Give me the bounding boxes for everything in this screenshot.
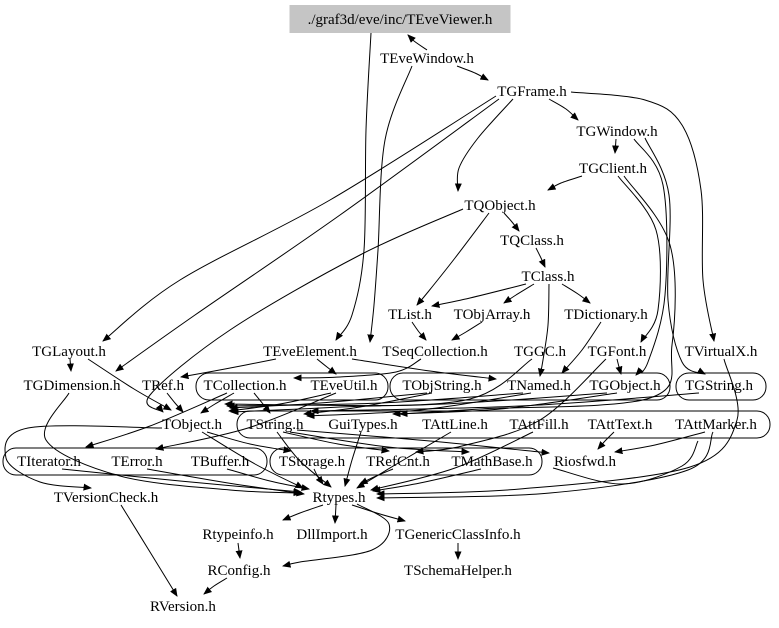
edge-TEveWindow-TEveElement	[370, 66, 412, 342]
edge-TClass-TDictionary	[562, 284, 590, 303]
edge-TQObject-TList	[417, 213, 489, 305]
edge-TObjArray-TSeqCollection	[452, 322, 482, 340]
node-TIterator[interactable]: TIterator.h	[17, 454, 81, 470]
node-TList[interactable]: TList.h	[388, 307, 432, 323]
node-TGString[interactable]: TGString.h	[685, 378, 753, 394]
node-TEveUtil[interactable]: TEveUtil.h	[310, 378, 378, 394]
node-RConfig[interactable]: RConfig.h	[207, 563, 271, 579]
nodes-layer	[17, 5, 758, 615]
node-TGFont[interactable]: TGFont.h	[587, 344, 647, 360]
edge-TEveWindow-TGFrame	[457, 66, 488, 80]
node-TDictionary[interactable]: TDictionary.h	[564, 307, 648, 323]
node-TGWindow[interactable]: TGWindow.h	[576, 124, 658, 140]
edge-TGWindow-TGClient	[615, 139, 616, 153]
node-TSchemaHelper[interactable]: TSchemaHelper.h	[404, 563, 512, 579]
edge-TGFont-TGObject	[617, 359, 621, 374]
edge-TAttText-Riosfwd	[598, 432, 614, 449]
node-TAttLine[interactable]: TAttLine.h	[422, 417, 488, 433]
edge-TClass-TObjArray	[504, 284, 534, 303]
node-TVersionCheck[interactable]: TVersionCheck.h	[53, 490, 159, 506]
edge-TEveElement-TNamed	[352, 359, 496, 379]
node-TBuffer[interactable]: TBuffer.h	[190, 454, 250, 470]
node-GuiTypes[interactable]: GuiTypes.h	[328, 417, 398, 433]
node-TAttMarker[interactable]: TAttMarker.h	[675, 417, 757, 433]
edge-TClass-TList	[432, 284, 526, 306]
node-TMathBase[interactable]: TMathBase.h	[451, 454, 533, 470]
edge-TQObject-TQClass	[504, 213, 519, 231]
edge-TGLayout-TGDimension	[70, 359, 71, 371]
node-TVirtualX[interactable]: TVirtualX.h	[684, 344, 758, 360]
node-TGDimension[interactable]: TGDimension.h	[23, 378, 121, 394]
node-TGGC[interactable]: TGGC.h	[513, 344, 567, 360]
edge-TGFrame-TGLayout	[103, 96, 496, 341]
node-TGFrame[interactable]: TGFrame.h	[497, 84, 567, 100]
edge-TVersionCheck-RVersion	[121, 505, 177, 596]
node-TObject[interactable]: TObject.h	[161, 417, 223, 433]
root-node-TEveViewer	[290, 5, 511, 33]
node-TGObject[interactable]: TGObject.h	[589, 378, 661, 394]
node-TObjArray[interactable]: TObjArray.h	[453, 307, 531, 323]
node-TGClient[interactable]: TGClient.h	[579, 161, 647, 177]
node-Riosfwd[interactable]: Riosfwd.h	[553, 454, 617, 470]
edge-TMathBase-Rtypes	[373, 469, 481, 491]
node-DllImport[interactable]: DllImport.h	[296, 527, 368, 543]
edge-TGFrame-TGWindow	[549, 99, 578, 120]
node-TQObject[interactable]: TQObject.h	[464, 198, 536, 214]
node-TRef[interactable]: TRef.h	[141, 378, 185, 394]
node-TStorage[interactable]: TStorage.h	[278, 454, 346, 470]
node-RVersion[interactable]: RVersion.h	[150, 599, 216, 615]
edge-TQClass-TClass	[536, 248, 545, 267]
edge-TEveWindow-TEveViewer	[408, 35, 427, 50]
edge-Rtypeinfo-RConfig	[238, 543, 240, 558]
node-TEveElement[interactable]: TEveElement.h	[263, 344, 357, 360]
node-TRefCnt[interactable]: TRefCnt.h	[366, 454, 430, 470]
edge-RConfig-RVersion	[204, 578, 227, 594]
edge-GuiTypes-Rtypes	[345, 432, 361, 486]
edge-Rtypes-DllImport	[335, 505, 336, 523]
node-TSeqCollection[interactable]: TSeqCollection.h	[382, 344, 488, 360]
edge-TSeqCollection-TCollection	[294, 359, 421, 378]
edge-Rtypes-Rtypeinfo	[283, 505, 323, 520]
node-TClass[interactable]: TClass.h	[521, 269, 575, 285]
node-TError[interactable]: TError.h	[111, 454, 163, 470]
edge-TGDimension-Rtypes	[44, 393, 301, 493]
node-TNamed[interactable]: TNamed.h	[507, 378, 571, 394]
edge-TCollection-TObject	[201, 393, 234, 413]
node-TQClass[interactable]: TQClass.h	[500, 233, 564, 249]
node-TCollection[interactable]: TCollection.h	[203, 378, 287, 394]
node-Rtypeinfo[interactable]: Rtypeinfo.h	[202, 527, 274, 543]
node-TObjString[interactable]: TObjString.h	[402, 378, 482, 394]
edge-TCollection-TString	[254, 393, 270, 413]
node-TAttFill[interactable]: TAttFill.h	[509, 417, 569, 433]
page-title: ./graf3d/eve/inc/TEveViewer.h	[307, 12, 493, 28]
edge-TGFrame-TQObject	[457, 99, 513, 191]
edge-TGClient-TQObject	[548, 176, 582, 190]
edge-TGFrame-TGDimension	[116, 99, 499, 371]
edge-TList-TSeqCollection	[412, 322, 426, 340]
node-TGLayout[interactable]: TGLayout.h	[32, 344, 106, 360]
edge-TError-Rtypes	[147, 469, 304, 494]
edge-TEveElement-TRef	[181, 359, 276, 377]
node-TAttText[interactable]: TAttText.h	[587, 417, 653, 433]
edge-TClass-TNamed	[540, 284, 549, 376]
edge-TAttMarker-Riosfwd	[615, 432, 705, 452]
node-TGenericClassInfo[interactable]: TGenericClassInfo.h	[395, 527, 521, 543]
node-TEveWindow[interactable]: TEveWindow.h	[380, 51, 474, 67]
node-Rtypes[interactable]: Rtypes.h	[312, 490, 366, 506]
edge-TGWindow-TGString	[645, 138, 705, 374]
edge-TEveElement-TEveUtil	[317, 359, 336, 374]
node-TString[interactable]: TString.h	[246, 417, 304, 433]
edge-Rtypes-TGenericClassInfo	[352, 505, 405, 521]
